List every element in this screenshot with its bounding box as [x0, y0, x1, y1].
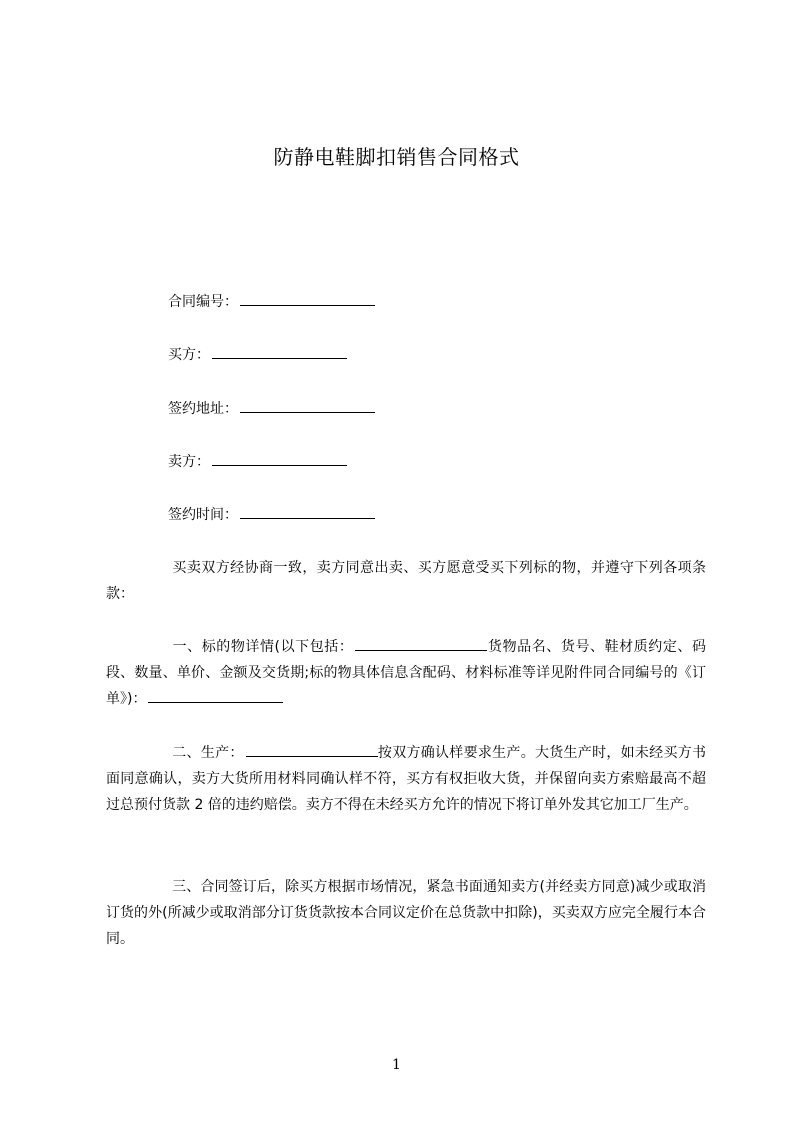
- seller-label: 卖方：: [168, 454, 210, 470]
- page-number: 1: [392, 1057, 401, 1073]
- clause-2-paragraph: [106, 740, 706, 818]
- clause-1-lead: 一、标的物详情(以下包括：: [172, 639, 354, 655]
- sign-time-field: [168, 504, 375, 525]
- clause-2-blank: [246, 742, 378, 757]
- buyer-field: [168, 344, 347, 365]
- clause-3-text: 三、合同签订后，除买方根据市场情况，紧急书面通知卖方(并经卖方同意)减少或取消订货的外(所减少或取消部分订货货款按本合同议定价在总货款中扣除)，买卖双方应完全履行本合同。: [106, 879, 706, 947]
- page-title: 防静电鞋脚扣销售合同格式: [273, 145, 520, 169]
- seller-blank: [212, 451, 347, 466]
- clause-3-paragraph: [106, 874, 706, 952]
- sign-address-label: 签约地址：: [168, 401, 238, 417]
- sign-time-blank: [240, 504, 375, 519]
- buyer-blank: [212, 344, 347, 359]
- intro-paragraph: [106, 555, 706, 607]
- seller-field: [168, 451, 347, 472]
- clause-1-paragraph: [106, 634, 706, 712]
- clause-2-text: 按双方确认样要求生产。大货生产时，如未经买方书面同意确认，卖方大货所用材料同确认样不符，买方有权拒收大货，并保留向卖方索赔最高不超过总预付货款 2 倍的违约赔偿。卖方不得在未经买方允许的情况下将订单外发其它加工厂生产。: [106, 745, 706, 813]
- buyer-label: 买方：: [168, 347, 210, 363]
- clause-2-lead: 二、生产：: [172, 745, 244, 761]
- sign-address-blank: [240, 398, 375, 413]
- sign-address-field: [168, 398, 375, 419]
- intro-text: 买卖双方经协商一致，卖方同意出卖、买方愿意受买下列标的物，并遵守下列各项条款：: [106, 560, 706, 602]
- contract-number-blank: [240, 291, 375, 306]
- clause-1-end-blank: [148, 688, 283, 703]
- sign-time-label: 签约时间：: [168, 507, 238, 523]
- clause-1-text: 货物品名、货号、鞋材质约定、码段、数量、单价、金额及交货期;标的物具体信息含配码、材料标准等详见附件同合同编号的《订单》)：: [106, 639, 707, 707]
- contract-number-label: 合同编号：: [168, 294, 238, 310]
- clause-1-blank: [355, 636, 487, 651]
- contract-number-field: [168, 291, 375, 312]
